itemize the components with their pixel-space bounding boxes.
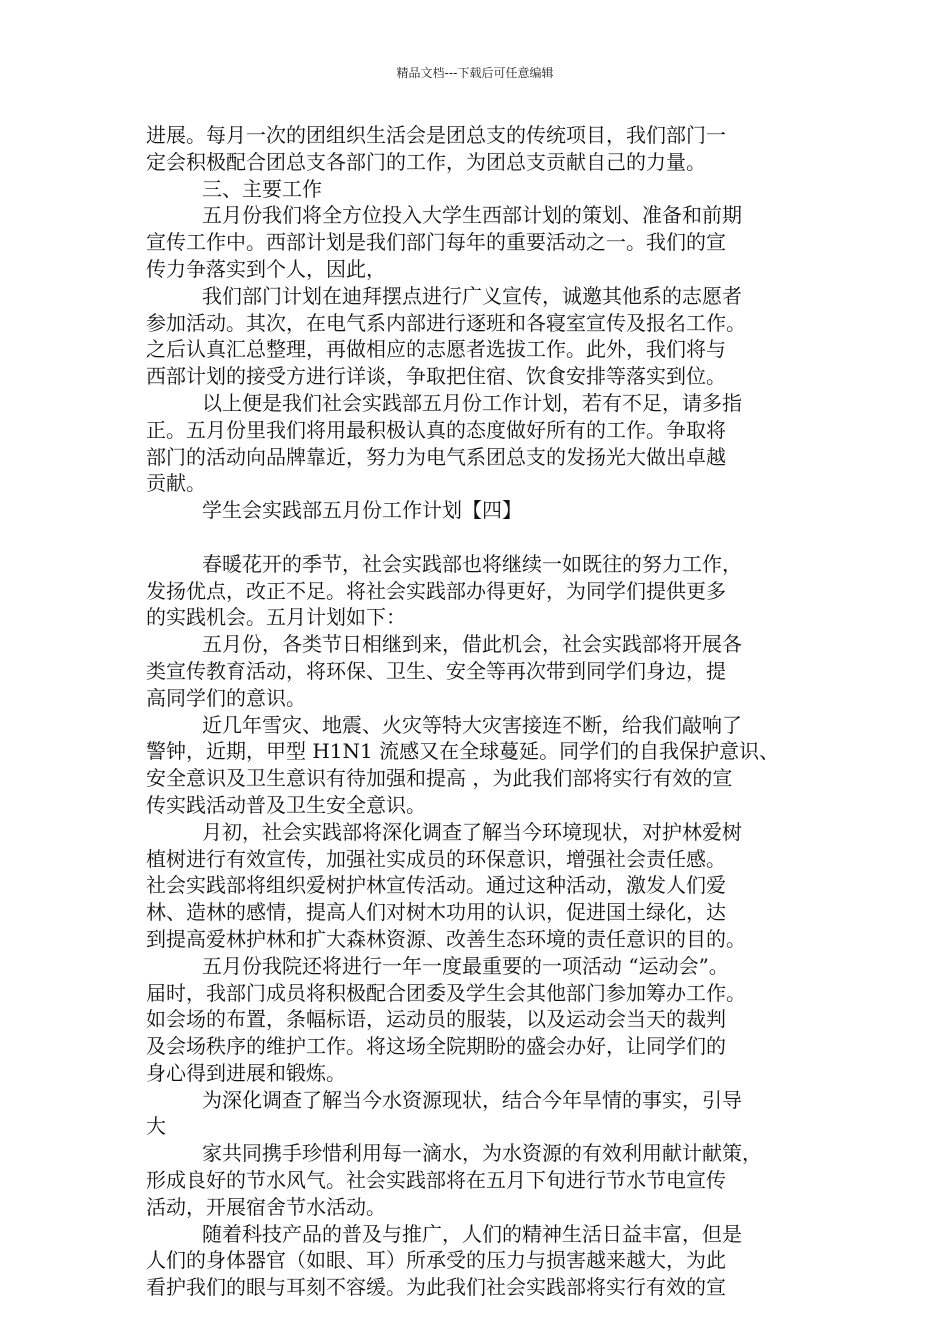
text-line: 形成良好的节水风气。社会实践部将在五月下旬进行节水节电宣传: [146, 1168, 726, 1193]
text-line: 安全意识及卫生意识有待加强和提高 ，为此我们部将实行有效的宣: [146, 766, 733, 791]
text-line: 传力争落实到个人，因此，: [146, 256, 386, 281]
text-line: 春暖花开的季节，社会实践部也将继续一如既往的努力工作，: [202, 551, 742, 576]
text-line: 随着科技产品的普及与推广，人们的精神生活日益丰富，但是: [202, 1221, 742, 1246]
text-line: 届时，我部门成员将积极配合团委及学生会其他部门参加筹办工作。: [146, 980, 746, 1005]
text-line: 五月份我院还将进行一年一度最重要的一项活动 “运动会”。: [202, 953, 729, 978]
page-header: 精品文档---下载后可任意编辑: [396, 66, 554, 80]
text-line: 正。五月份里我们将用最积极认真的态度做好所有的工作。争取将: [146, 417, 726, 442]
text-line: 如会场的布置，条幅标语，运动员的服装，以及运动会当天的裁判: [146, 1007, 726, 1032]
text-line: 月初，社会实践部将深化调查了解当今环境现状，对护林爱树: [202, 819, 742, 844]
text-line: 宣传工作中。西部计划是我们部门每年的重要活动之一。我们的宣: [146, 230, 726, 255]
text-line: 到提高爱林护林和扩大森林资源、改善生态环境的责任意识的目的。: [146, 926, 746, 951]
text-line: 以上便是我们社会实践部五月份工作计划，若有不足，请多指: [202, 390, 742, 415]
text-line: 之后认真汇总整理，再做相应的志愿者选拔工作。此外，我们将与: [146, 337, 726, 362]
text-line: 的实践机会。五月计划如下：: [146, 605, 406, 630]
blank-line: [146, 524, 818, 551]
document-body: [146, 122, 818, 1301]
text-line: 人们的身体器官（如眼、耳）所承受的压力与损害越来越大，为此: [146, 1248, 726, 1273]
text-line: 部门的活动向品牌靠近，努力为电气系团总支的发扬光大做出卓越: [146, 444, 726, 469]
text-line: 植树进行有效宣传，加强社实成员的环保意识，增强社会责任感。: [146, 846, 726, 871]
text-line: 高同学们的意识。: [146, 685, 306, 710]
text-line: 身心得到进展和锻炼。: [146, 1060, 346, 1085]
text-line: 林、造林的感情，提高人们对树木功用的认识，促进国土绿化，达: [146, 900, 726, 925]
text-line: 定会积极配合团总支各部门的工作，为团总支贡献自己的力量。: [146, 149, 706, 174]
text-line: 发扬优点，改正不足。将社会实践部办得更好，为同学们提供更多: [146, 578, 726, 603]
text-line: 活动，开展宿舍节水活动。: [146, 1194, 386, 1219]
text-line: 参加活动。其次，在电气系内部进行逐班和各寝室宣传及报名工作。: [146, 310, 746, 335]
text-line: 及会场秩序的维护工作。将这场全院期盼的盛会办好，让同学们的: [146, 1034, 726, 1059]
text-line: 五月份，各类节日相继到来，借此机会，社会实践部将开展各: [202, 632, 742, 657]
text-line: 进展。每月一次的团组织生活会是团总支的传统项目，我们部门一: [146, 123, 726, 147]
text-line: 传实践活动普及卫生安全意识。: [146, 792, 426, 817]
section-title: 学生会实践部五月份工作计划【四】: [202, 498, 522, 523]
text-line: 五月份我们将全方位投入大学生西部计划的策划、准备和前期: [202, 203, 742, 228]
text-line: 大: [146, 1114, 166, 1139]
text-line: 我们部门计划在迪拜摆点进行广义宣传，诚邀其他系的志愿者: [202, 283, 742, 308]
section-heading: 三、主要工作: [202, 176, 322, 201]
text-line: 贡献。: [146, 471, 206, 496]
text-line: 警钟，近期，甲型 H1N1 流感又在全球蔓延。同学们的自我保护意识、: [146, 739, 780, 764]
text-line: 看护我们的眼与耳刻不容缓。为此我们社会实践部将实行有效的宣: [146, 1275, 726, 1300]
text-line: 类宣传教育活动，将环保、卫生、安全等再次带到同学们身边，提: [146, 658, 726, 683]
text-line: 西部计划的接受方进行详谈，争取把住宿、饮食安排等落实到位。: [146, 364, 726, 389]
text-line: 为深化调查了解当今水资源现状，结合今年旱情的事实，引导: [202, 1087, 742, 1112]
text-line: 社会实践部将组织爱树护林宣传活动。通过这种活动，激发人们爱: [146, 873, 726, 898]
text-line: 近几年雪灾、地震、火灾等特大灾害接连不断，给我们敲响了: [202, 712, 742, 737]
text-line: 家共同携手珍惜利用每一滴水，为水资源的有效利用献计献策，: [202, 1141, 762, 1166]
